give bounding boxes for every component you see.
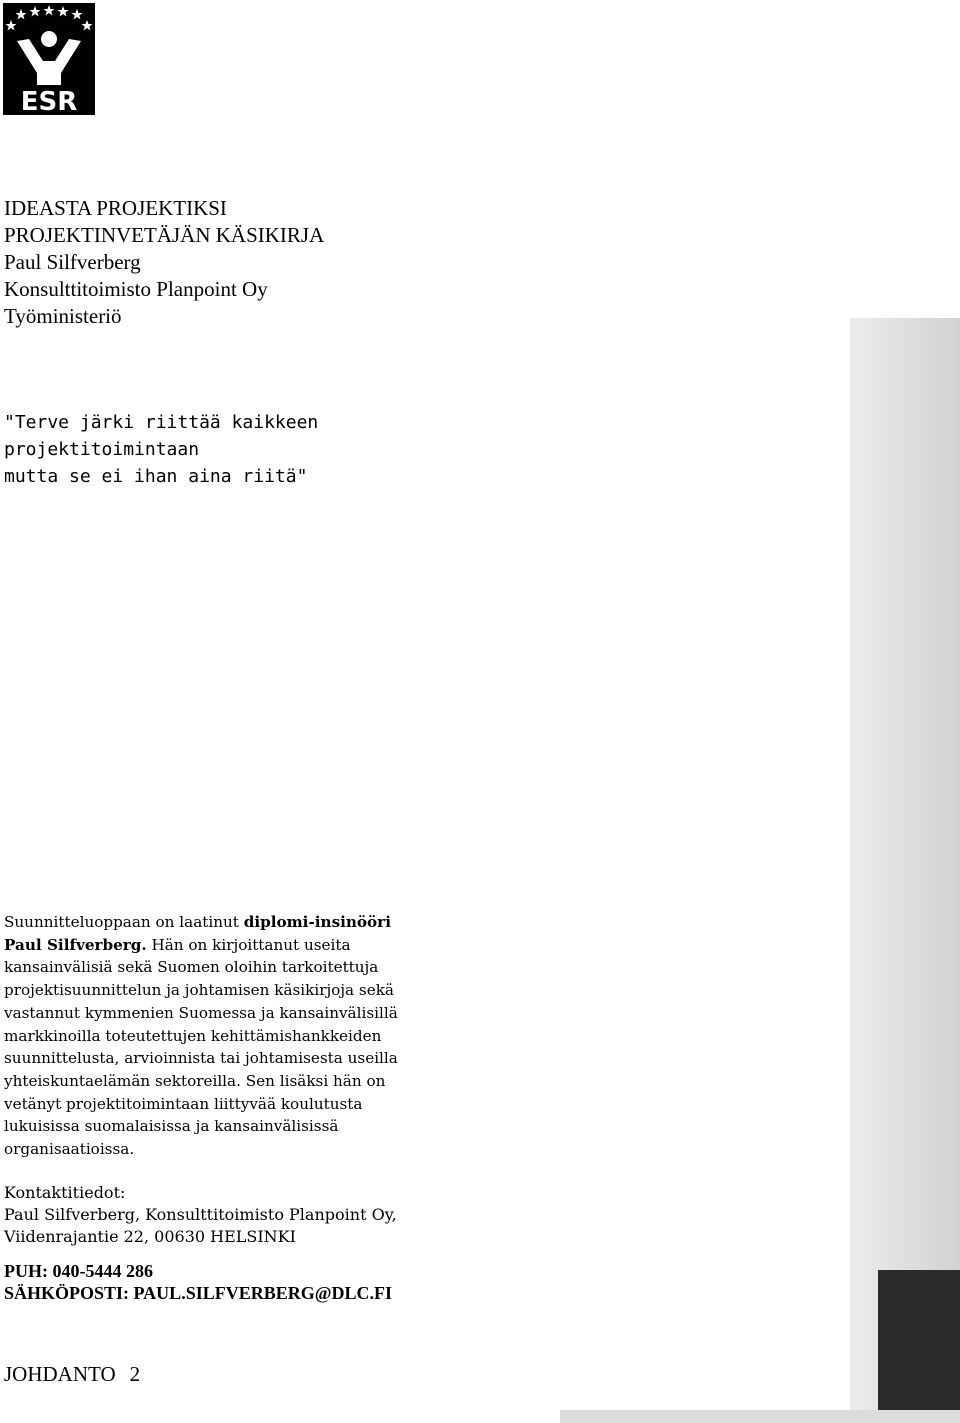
esr-logo — [3, 3, 95, 115]
bio-line-3: kansainvälisiä sekä Suomen oloihin tarkoitettuja — [4, 958, 379, 977]
bio-line-5: vastannut kymmenien Suomessa ja kansainvälisillä — [4, 1003, 398, 1022]
title-ministry: Työministeriö — [4, 304, 122, 328]
title-author: Paul Silfverberg — [4, 250, 141, 274]
footer-section: JOHDANTO — [4, 1362, 116, 1386]
contact-address: Viidenrajantie 22, 00630 HELSINKI — [4, 1227, 296, 1246]
title-line-1: IDEASTA PROJEKTIKSI — [4, 196, 227, 220]
author-bio — [4, 911, 404, 1161]
bio-line-8: yhteiskuntaelämän sektoreilla. Sen lisäksi hän on — [4, 1071, 386, 1090]
contact-email: SÄHKÖPOSTI: PAUL.SILFVERBERG@DLC.FI — [4, 1283, 392, 1303]
contact-heading: Kontaktitiedot: — [4, 1183, 126, 1202]
quote-line-1: "Terve järki riittää kaikkeen — [4, 412, 319, 433]
quote-line-3: mutta se ei ihan aina riitä" — [4, 466, 308, 487]
contact-phone: PUH: 040-5444 286 — [4, 1261, 153, 1281]
bio-line-2: Paul Silfverberg. Hän on kirjoittanut useita — [4, 935, 351, 954]
contact-name-company: Paul Silfverberg, Konsulttitoimisto Planpoint Oy, — [4, 1205, 397, 1224]
bio-line-10: lukuisissa suomalaisissa ja kansainvälisissä — [4, 1117, 339, 1136]
bio-line-11: organisaatioissa. — [4, 1140, 135, 1159]
bio-line-7: suunnittelusta, arvioinnista tai johtamisesta useilla — [4, 1049, 398, 1068]
decorative-dark-block — [878, 1270, 960, 1423]
bio-line-1: Suunnitteluoppaan on laatinut diplomi-insinööri — [4, 913, 391, 931]
page-number: 2 — [129, 1362, 141, 1386]
title-line-2: PROJEKTINVETÄJÄN KÄSIKIRJA — [4, 223, 325, 247]
contact-details — [4, 1260, 392, 1304]
document-title-block — [4, 195, 324, 330]
title-company: Konsulttitoimisto Planpoint Oy — [4, 277, 268, 301]
bio-line-9: vetänyt projektitoimintaan liittyvää koulutusta — [4, 1094, 363, 1113]
quote-block — [4, 409, 318, 490]
bio-line-4: projektisuunnittelun ja johtamisen käsikirjoja sekä — [4, 981, 394, 1000]
bio-line-6: markkinoilla toteutettujen kehittämishankkeiden — [4, 1026, 382, 1045]
decorative-gray-band — [850, 318, 960, 1423]
svg-text:ESR: ESR — [20, 87, 78, 115]
quote-line-2: projektitoimintaan — [4, 439, 200, 460]
contact-info — [4, 1182, 397, 1248]
page-footer — [4, 1360, 140, 1388]
decorative-bottom-bar — [560, 1410, 960, 1423]
